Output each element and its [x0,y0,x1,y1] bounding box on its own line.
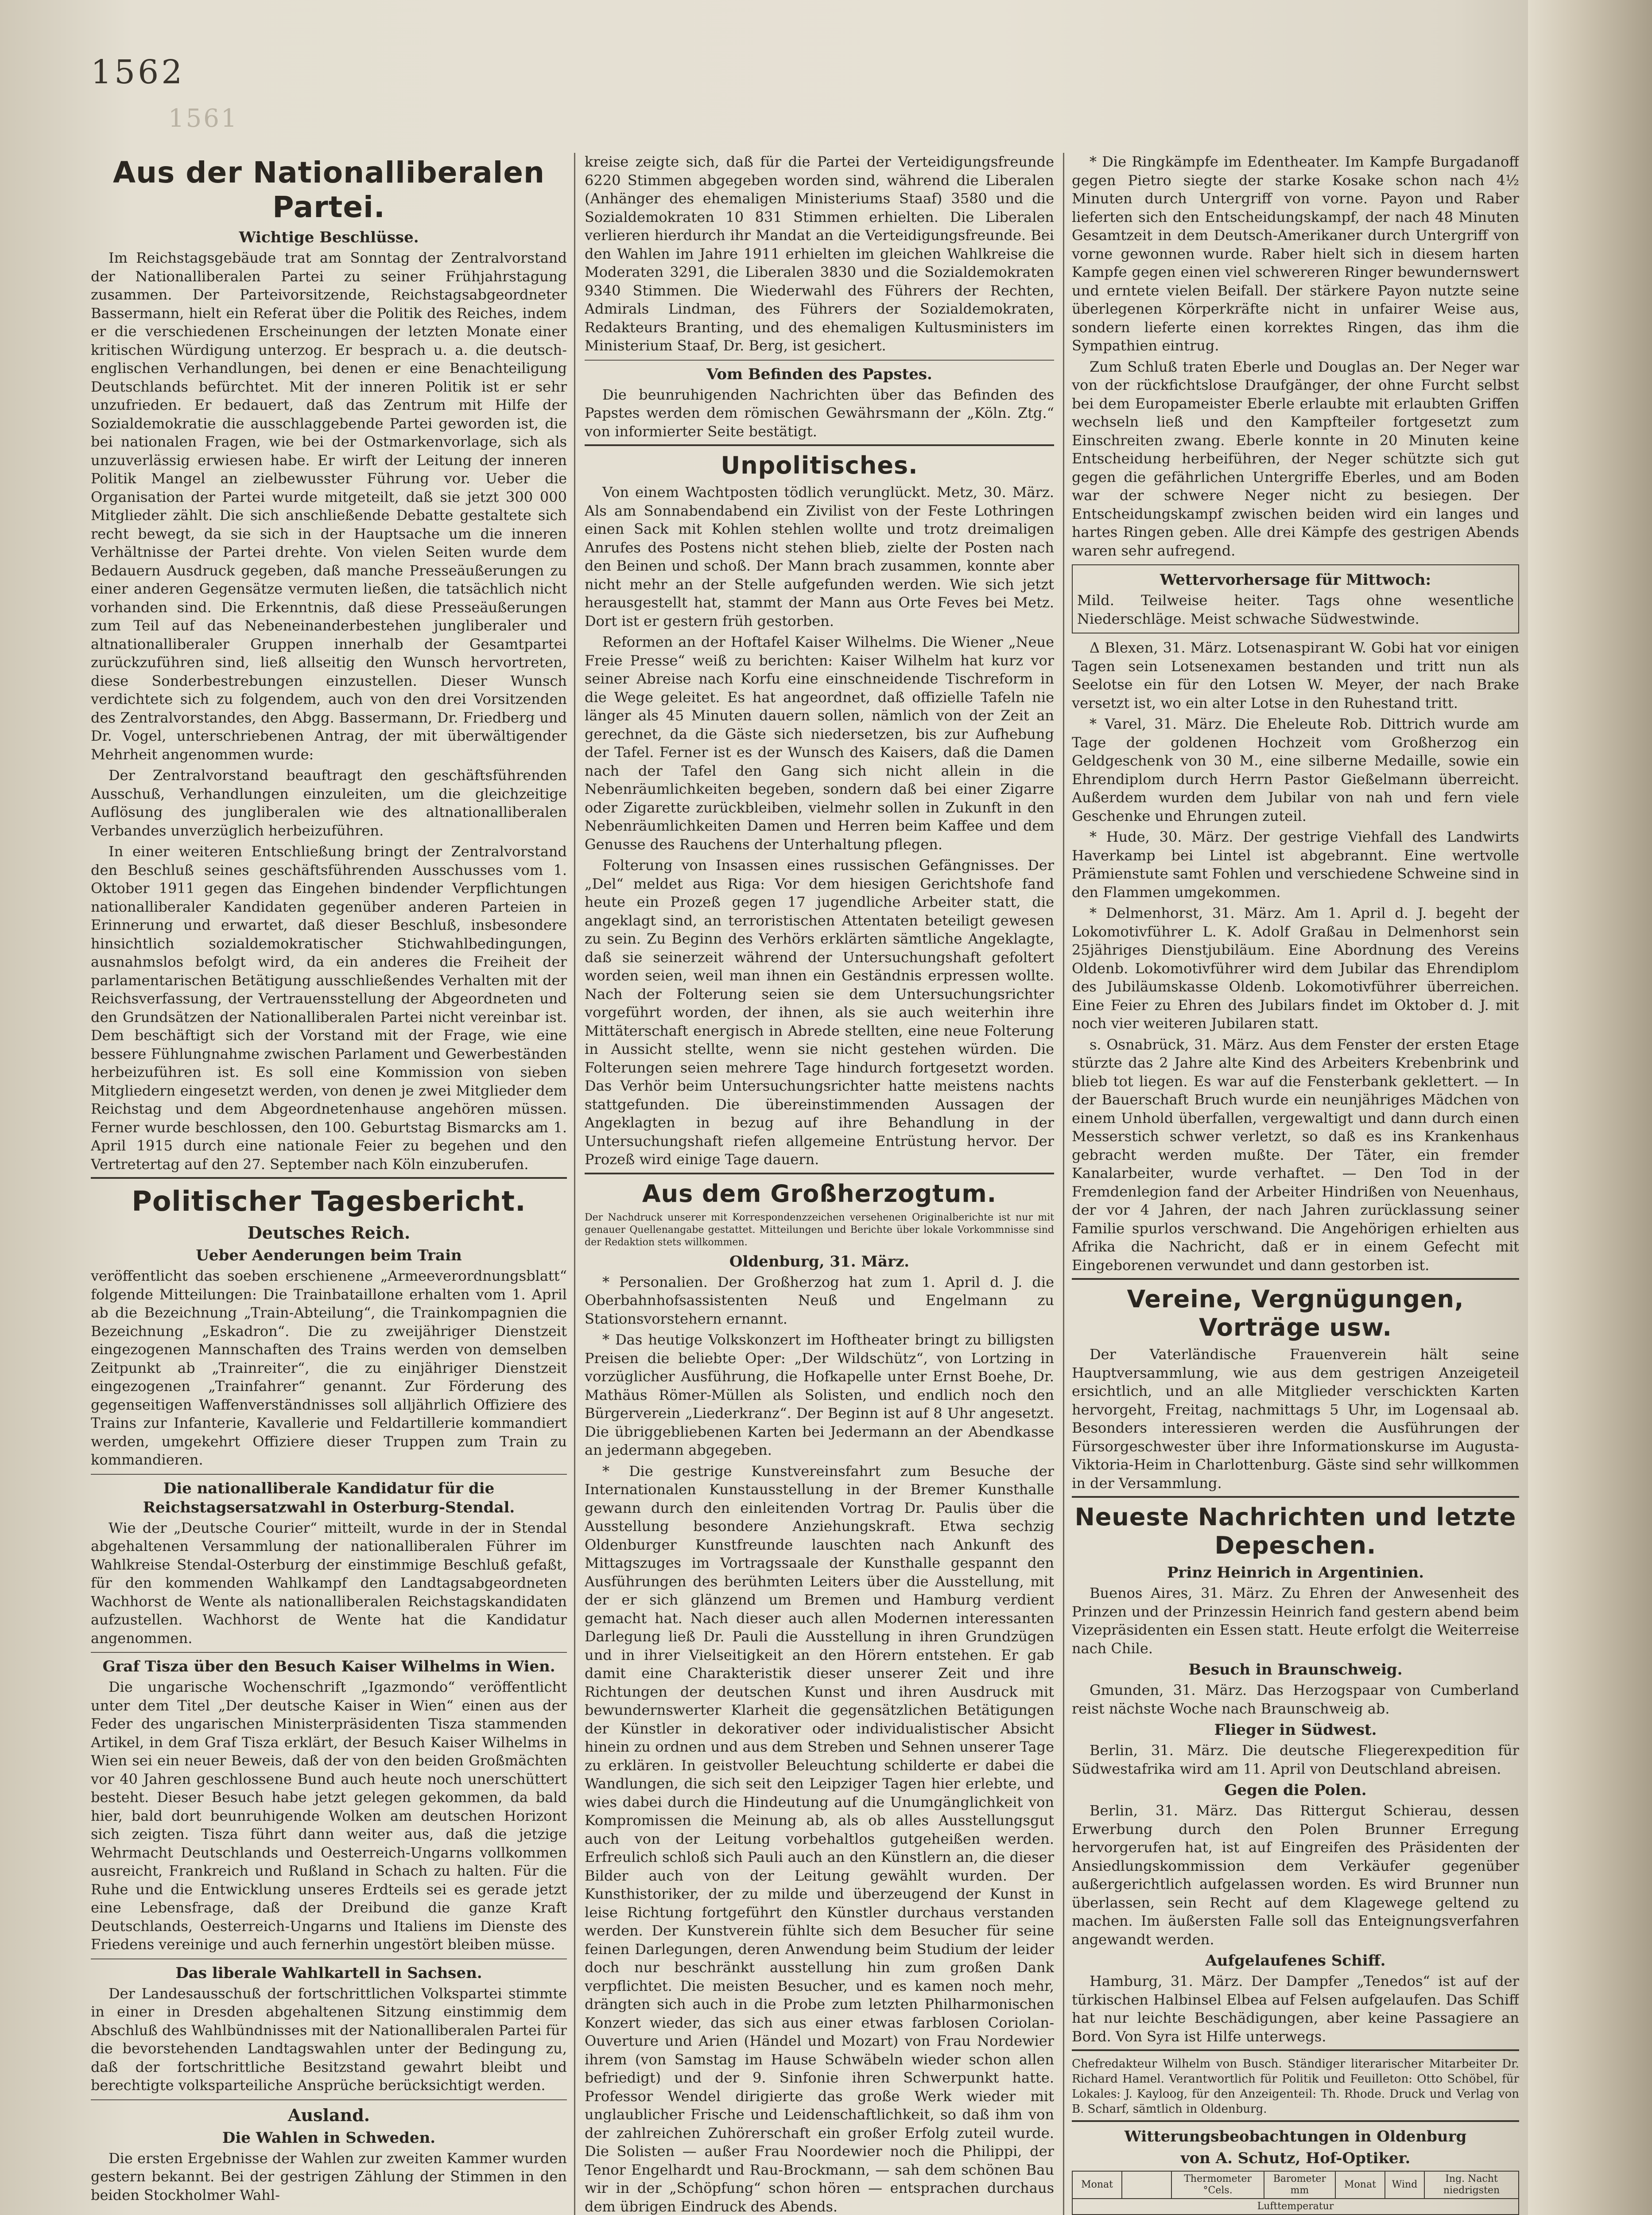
article-paragraph: Δ Blexen, 31. März. Lotsenaspirant W. Gobi hat vor einigen Tagen sein Lotsenexamen bestanden und tritt nun als Seelotse ein für den Lotsen W. Meyer, der nach Brake versetzt ist, wo ein alter Lotse in den Ruhestand tritt. [1072,639,1519,711]
item-heading: Die Wahlen in Schweden. [222,2129,436,2147]
weather-forecast-title: Wettervorhersage für Mittwoch: [1160,571,1431,589]
article-paragraph: In einer weiteren Entschließung bringt der Zentralvorstand den Beschluß seines geschäftsführenden Ausschusses vom 1. Oktober 1911 gegen das Eingehen bindender Verpflichtungen nationalliberaler Kandidaten gegenüber anderen Parteien in Erinnerung und erwartet, daß dieser Beschluß, insbesondere hinsichtlich sozialdemokratischer Stichwahlbedingungen, ausnahmslos befolgt wird, da ein anderes die Freiheit der parlamentarischen Betätigung ausschließendes Verhalten mit der Reichsverfassung, der Vertrauensstellung der Abgeordneten und den Grundsätzen der Nationalliberalen Partei nicht vereinbar ist. Dem beschäftigt sich der Vorstand mit der Frage, wie eine bessere Fühlungnahme zwischen Parlament und Gewerbeständen herbeizuführen ist. Es soll eine Kommission von sieben Mitgliedern eingesetzt werden, von denen je zwei Mitglieder dem Reichstag und dem Abgeordnetenhause angehören müssen. Ferner wurde beschlossen, den 100. Geburtstag Bismarcks am 1. April 1915 durch eine nationale Feier zu begehen und den Vertretertag auf den 27. September nach Köln einzuberufen. [91,843,567,1173]
item-heading: Graf Tisza über den Besuch Kaiser Wilhelms in Wien. [102,1658,555,1675]
section-rule [1072,2049,1519,2051]
faint-page-number: 1561 [168,104,239,133]
item-heading: Besuch in Braunschweig. [1188,1661,1403,1679]
article-paragraph: Von einem Wachtposten tödlich verunglückt. Metz, 30. März. Als am Sonnabendabend ein Zivilist von der Feste Lothringen einen Sack mit Kohlen stehlen wollte und trotz dreimaligen Anrufes des Postens nicht stehen blieb, zielte der Posten nach den Beinen und schoß. Der Mann brach zusammen, konnte aber nicht mehr an der Stelle aufgefunden werden. Wie sich jetzt herausgestellt hat, stammt der Mann aus Orte Feves bei Metz. Dort ist er gestern früh gestorben. [585,484,1054,630]
column-1 [91,153,567,2215]
section-rule [585,1173,1054,1174]
table-header: Wind [1385,2171,1424,2199]
article-paragraph: * Die gestrige Kunstvereinsfahrt zum Besuche der Internationalen Kunstausstellung in der Bremer Kunsthalle gewann durch den einleitenden Vortrag Dr. Paulis über die Ausstellung besondere Anziehungskraft. Etwa sechzig Oldenburger Kunstfreunde lauschten nach Ankunft des Mittagszuges im Vortragssaale der Kunsthalle gespannt den Ausführungen des berühmten Leiters über die Ausstellung, mit der er sich glänzend um Bremen und Hamburg verdient gemacht hat. Nach dieser auch allen Modernen interessanten Darlegung ließ Dr. Pauli die Ausstellung in ihren Grundzügen und in ihrer Vielseitigkeit an den Hörern entstehen. Er gab damit eine Charakteristik dieser unserer Zeit und ihre Richtungen der deutschen Kunst und ihren Ausdruck mit bewundernswerter Klarheit die gegensätzlichen Betätigungen der Künstler in dekorativer oder individualistischer Absicht hinein zu ordnen und aus dem Streben und Sehnen unserer Tage zu erklären. In geistvoller Beleuchtung schilderte er dabei die Wandlungen, die sich seit den Leipziger Tagen hier erlebte, und wies dabei durch die Hindeutung auf die Unumgänglichkeit von Kompromissen die Meinung ab, als ob alles Ausstellungsgut auch von der Leitung vorbehaltlos gutgeheißen werden. Erfreulich schloß sich Pauli auch an den Künstlern an, die dieser Bilder auch von der Leitung gewählt wurden. Der Kunsthistoriker, der zu milde und überzeugend der Kunst in leise Richtung fortgeführt den Künstler durchaus verstanden werden. Der Kunstverein fühlte sich dem Besucher für seine feinen Darlegungen, deren Anwendung beim Studium der leider doch nur beschränkt ausstellung hin zum großen Dank verpflichtet. Die meisten Besucher, und es kamen noch mehr, drängten sich auch in die Probe zum letzten Philharmonischen Konzert wieder, das sich aus einer etwas farblosen Coriolan-Ouverture und Arien (Händel und Mozart) von Frau Nordewier ihrem (von Samstag im Hause Schwäbeln wieder schon allen befriedigt) und der 9. Sinfonie ihren Schwerpunkt hatte. Professor Wendel dirigierte das große Werk wieder mit unglaublicher Frische und Leidenschaftlichkeit, so daß ihm von der zahlreichen Zuhörerschaft ein großer Erfolg zuteil wurde. Die Solisten — außer Frau Noordewier noch die Philippi, der Tenor Engelhardt und Rau-Brockmann, — sah dem schönen Bau wir in der „Schöpfung“ schon hören — entsprachen durchaus dem übrigen Eindruck des Abends. [585,1462,1054,2215]
item-heading: Flieger in Südwest. [1214,1721,1377,1739]
section-rule [1072,2120,1519,2122]
dateline: Oldenburg, 31. März. [729,1252,910,1271]
table-header: Thermometer °Cels. [1171,2171,1264,2199]
article-paragraph: * Die Ringkämpfe im Edentheater. Im Kampfe Burgadanoff gegen Pietro siegte der starke Kosake schon nach 4½ Minuten durch Untergriff von vorne. Payon und Raber lieferten sich den Entscheidungskampf, der nach 48 Minuten Gesamtzeit in dem Deutsch-Amerikaner durch Untergriff von vorne gewonnen wurde. Raber hielt sich in diesem harten Kampfe gegen einen viel schwereren Ringer bewundernswert und erntete vielen Beifall. Der stärkere Payon nutzte seine überlegenen Körperkräfte nicht in unfairer Weise aus, sondern lieferte einen korrektes Ringen, das ihm die Sympathien eintrug. [1072,153,1519,354]
divider [585,360,1054,361]
article-paragraph: Reformen an der Hoftafel Kaiser Wilhelms. Die Wiener „Neue Freie Presse“ weiß zu berichten: Kaiser Wilhelm hat kurz vor seiner Abreise nach Korfu eine einschneidende Tischreform in die Wege geleitet. Es hat angeordnet, daß offizielle Tafeln nie länger als 45 Minuten dauern sollen, nämlich von der Zeit an gerechnet, da die Gäste sich niedersetzen, bis zur Aufhebung der Tafel. Ferner ist es der Wunsch des Kaisers, daß die Damen nach der Tafel den Gang sich nicht allein in die Nebenräumlichkeiten begeben, sondern daß bei einer Zigarre oder Zigarette zurückbleiben, vielmehr sollen in Zukunft in den Nebenräumlichkeiten Damen und Herren beim Kaffee und dem Genusse des Rauchens der Unterhaltung pflegen. [585,633,1054,853]
article-paragraph: Wie der „Deutsche Courier“ mitteilt, wurde in der in Stendal abgehaltenen Versammlung der nationalliberalen Führer im Wahlkreise Stendal-Osterburg der einstimmige Beschluß gefaßt, für den kommenden Wahlkampf den Landtagsabgeordneten Wachhorst de Wente als nationalliberalen Reichstagskandidaten aufzustellen. Wachhorst de Wente hat die Kandidatur angenommen. [91,1519,567,1647]
divider [91,2099,567,2100]
article-paragraph: Im Reichstagsgebäude trat am Sonntag der Zentralvorstand der Nationalliberalen Partei zu seiner Frühjahrstagung zusammen. Der Parteivorsitzende, Reichstagsabgeordneter Bassermann, hielt ein Referat über die Politik des Reiches, indem er die verschiedenen Erscheinungen der letzten Monate einer kritischen Würdigung unterzog. Er besprach u. a. die deutsch-englischen Verhandlungen, bei denen er eine Benachteiligung Deutschlands befürchtet. Mit der inneren Politik ist er sehr unzufrieden. Er bedauert, daß das Zentrum mit Hilfe der Sozialdemokratie die ausschlaggebende Partei geworden ist, die bei nationalen Fragen, wie bei der Ostmarkenvorlage, sich als unzuverlässig erwiesen habe. Er wirft der Leitung der inneren Politik Mangel an zielbewusster Führung vor. Ueber die Organisation der Partei wurde mitgeteilt, daß sie jetzt 300 000 Mitglieder zählt. Die sich anschließende Debatte gestaltete sich recht bewegt, da sie sich in der Hauptsache um die inneren Verhältnisse der Partei drehte. Von vielen Seiten wurde dem Bedauern Ausdruck gegeben, daß manche Presseäußerungen zu einer anderen Gegensätze vermuten ließen, die tatsächlich nicht vorhanden sind. Die Erkenntnis, daß diese Presseäußerungen zum Teil auf das Nebeneinanderbestehen jungliberaler und altnationalliberaler Gruppen innerhalb der Gesamtpartei zurückzuführen sind, ließ allseitig den Wunsch hervortreten, diese Sonderbestrebungen einzustellen. Dieser Wunsch verdichtete sich zu folgendem, auch von den drei Vorsitzenden des Zentralvorstandes, den Abgg. Bassermann, Dr. Friedberg und Dr. Vogel, unterschriebenen Antrag, der mit überwältigender Mehrheit angenommen wurde: [91,249,567,763]
reprint-note: Der Nachdruck unserer mit Korrespondenzzeichen versehenen Originalberichte ist nur mit genauer Quellenangabe gestattet. Mitteilungen und Berichte über lokale Vorkommnisse sind der Redaktion stets willkommen. [585,1212,1054,1248]
headline-neueste-nachrichten: Neueste Nachrichten und letzte Depeschen. [1074,1503,1516,1559]
article-paragraph: Folterung von Insassen eines russischen Gefängnisses. Der „Del“ meldet aus Riga: Vor dem hiesigen Gerichtshofe fand heute ein Prozeß gegen 17 jugendliche Arbeiter statt, die angeklagt sind, an terroristischen Attentaten beteiligt gewesen zu sein. Zu Beginn des Verhörs erklärten sämtliche Angeklagte, daß sie seinerzeit während der Untersuchungshaft gefoltert worden seien, weil man ihnen ein Geständnis erpressen wollte. Nach der Folterung seien sie dem Untersuchungsrichter vorgeführt worden, der ihnen, als sie auch weiterhin ihre Mittäterschaft energisch in Abrede stellten, eine neue Folterung in Aussicht stellte, wenn sie nicht gestehen würden. Die Folterungen seien mehrere Tage hindurch fortgesetzt worden. Das Verhör beim Untersuchungsrichter hatte meistens nachts stattgefunden. Die übereinstimmenden Aussagen der Angeklagten in bezug auf ihre Behandlung in der Untersuchungshaft riefen allgemeine Entrüstung hervor. Der Prozeß wird einige Tage dauern. [585,857,1054,1168]
article-paragraph: * Das heutige Volkskonzert im Hoftheater bringt zu billigsten Preisen die beliebte Oper: „Der Wildschütz“, von Lortzing in vorzüglicher Ausführung, die Hofkapelle unter Ernst Boehe, Dr. Mathäus Römer-Müllen als Solisten, und endlich noch den Bürgerverein „Liederkranz“. Der Beginn ist auf 8 Uhr angesetzt. Die übriggebliebenen Karten bei Jedermann an der Abendkasse an jedermann abgegeben. [585,1331,1054,1458]
table-header: Ing. Nacht niedrigsten [1424,2171,1519,2199]
article-paragraph: Die ungarische Wochenschrift „Igazmondo“ veröffentlicht unter dem Titel „Der deutsche Kaiser in Wien“ einen aus der Feder des ungarischen Ministerpräsidenten Tisza stammenden Artikel, in dem Graf Tisza erklärt, der Besuch Kaiser Wilhelms in Wien sei ein neuer Beweis, daß der von den beiden Großmächten vor 40 Jahren geschlossene Bund auch heute noch unerschüttert besteht. Dieser Besuch habe jetzt gelegen gekommen, da bald hier, bald dort beunruhigende Wolken am deutschen Horizont sich zeigten. Tisza führt dann weiter aus, daß die jetzige Wehrmacht Deutschlands und Oesterreich-Ungarns vollkommen ausreicht, Frankreich und Rußland in Schach zu halten. Für die Ruhe und die Entwicklung unseres Erdteils sei es gerade jetzt eine Lebensfrage, daß der Dreibund die ganze Kraft Deutschlands, Oesterreich-Ungarns und Italiens im Dienste des Friedens vereinige und auch fernerhin ungestört bleiben müsse. [91,1679,567,1953]
article-paragraph: Die ersten Ergebnisse der Wahlen zur zweiten Kammer wurden gestern bekannt. Bei der gestrigen Zählung der Stimmen in den beiden Stockholmer Wahl- [91,2149,567,2203]
article-paragraph: Der Vaterländische Frauenverein hält seine Hauptversammlung, wie aus dem gestrigen Anzeigeteil ersichtlich, und an alle Mitglieder verschickten Karten hervorgeht, Freitag, nachmittags 5 Uhr, im Logensaal ab. Besonders interessieren werden die Ausführungen der Fürsorgeschwester über ihre Informationskurse im Augusta-Viktoria-Heim in Charlottenburg. Gäste sind sehr willkommen in der Versammlung. [1072,1346,1519,1492]
item-heading: Prinz Heinrich in Argentinien. [1167,1564,1424,1582]
article-paragraph: Die beunruhigenden Nachrichten über das Befinden des Papstes werden dem römischen Gewährsmann der „Köln. Ztg.“ von informierter Seite bestätigt. [585,386,1054,440]
article-paragraph: veröffentlicht das soeben erschienene „Armeeverordnungsblatt“ folgende Mitteilungen: Die Trainbataillone erhalten vom 1. April ab die Bezeichnung „Train-Abteilung“, die Trainkompagnien die Bezeichnung „Eskadron“. Die zu zweijähriger Dienstzeit eingezogenen Mannschaften des Trains werden von demselben Zeitpunkt ab „Trainreiter“, die zu einjähriger Dienstzeit eingezogenen „Trainfahrer“ genannt. Zur Förderung des gegenseitigen Waffenverständnisses soll alljährlich Offiziere des Trains zur Infanterie, Kavallerie und Feldartillerie kommandiert werden, umgekehrt Offiziere dieser Truppen zum Train zu kommandieren. [91,1267,567,1468]
weather-forecast-box [1072,564,1519,633]
weather-table [1072,2171,1519,2215]
table-header: Monat [1335,2171,1385,2199]
article-paragraph: Berlin, 31. März. Die deutsche Fliegerexpedition für Südwestafrika wird am 11. April von Deutschland abreisen. [1072,1742,1519,1777]
section-rule [585,444,1054,446]
headline-nationalliberale-partei: Aus der Nationalliberalen Partei. [112,155,545,224]
item-heading: Vom Befinden des Papstes. [706,365,932,383]
table-header [1122,2171,1171,2199]
article-paragraph: * Varel, 31. März. Die Eheleute Rob. Dittrich wurde am Tage der goldenen Hochzeit vom Großherzog ein Geldgeschenk von 30 M., eine silberne Medaille, sowie ein Ehrendiplom durch Herrn Pastor Gießelmann überreicht. Außerdem wurden dem Jubilar von nah und fern viele Geschenke und Ehrungen zuteil. [1072,715,1519,824]
headline-grossherzogtum: Aus dem Großherzogtum. [642,1179,997,1208]
article-paragraph: * Hude, 30. März. Der gestrige Viehfall des Landwirts Haverkamp bei Lintel ist abgebrannt. Eine wertvolle Prämienstute samt Fohlen und verschiedene Schweine sind in den Flammen umgekommen. [1072,828,1519,901]
article-paragraph: s. Osnabrück, 31. März. Aus dem Fenster der ersten Etage stürzte das 2 Jahre alte Kind des Arbeiters Krebenbrink und blieb tot liegen. Es war auf die Fensterbank geklettert. — In der Bauerschaft Bruch wurde ein neunjähriges Mädchen von einem Unhold überfallen, vergewaltigt und dann durch einen Messerstich schwer verletzt, so daß es ins Krankenhaus gebracht werden mußte. Der Täter, ein fremder Kanalarbeiter, wurde verhaftet. — Den Tod in der Fremdenlegion fand der Arbeiter Hindrißen von Neuenhaus, der vor 4 Jahren, der nach Jahren zurücklassung seiner Familie spurlos verschwand. Die Angehörigen erhielten aus Afrika die Nachricht, daß er in einem Gefecht mit Eingeborenen verwundet und dann gestorben ist. [1072,1036,1519,1274]
section-rule [1072,1496,1519,1498]
article-paragraph: Der Landesausschuß der fortschrittlichen Volkspartei stimmte in einer in Dresden abgehaltenen Sitzung einstimmig dem Abschluß des Wahlbündnisses mit der Nationalliberalen Partei für die bevorstehenden Landtagswahlen unter der Bedingung zu, daß der fortschrittliche Besitzstand gewahrt bleibt und berechtigte volksparteiliche Ansprüche berücksichtigt werden. [91,1985,567,2094]
page-number: 1562 [91,53,185,91]
column-rule [574,153,575,2215]
article-paragraph: * Delmenhorst, 31. März. Am 1. April d. J. begeht der Lokomotivführer L. K. Adolf Graßau in Delmenhorst sein 25jähriges Dienstjubiläum. Eine Abordnung des Vereins Oldenb. Lokomotivführer wird dem Jubilar das Ehrendiplom des Jubiläumskasse Oldenb. Lokomotivführer überreichen. Eine Feier zu Ehren des Jubilars findet im Oktober d. J. mit noch vier weiteren Jubilaren statt. [1072,905,1519,1032]
subheadline: Wichtige Beschlüsse. [239,229,419,246]
column-2 [585,153,1054,2215]
article-paragraph: Buenos Aires, 31. März. Zu Ehren der Anwesenheit des Prinzen und der Prinzessin Heinrich fand gestern abend beim Vizepräsidenten ein Essen statt. Heute erfolgt die Weiterreise nach Chile. [1072,1585,1519,1657]
column-3 [1072,153,1519,2215]
table-header: Monat [1072,2171,1122,2199]
article-paragraph: * Personalien. Der Großherzog hat zum 1. April d. J. die Oberbahnhofsassistenten Neuß und Engelmann zu Stationsvorstehern ernannt. [585,1273,1054,1327]
weather-forecast-text: Mild. Teilweise heiter. Tags ohne wesentliche Niederschläge. Meist schwache Südwestwinde. [1077,592,1514,627]
item-heading: Gegen die Polen. [1224,1781,1367,1799]
headline-vereine: Vereine, Vergnügungen, Vorträge usw. [1127,1285,1464,1341]
item-heading: Ueber Aenderungen beim Train [196,1247,462,1264]
weather-table-title: Witterungsbeobachtungen in Oldenburg [1124,2128,1467,2145]
item-heading: Die nationalliberale Kandidatur für die Reichstagsersatzwahl in Osterburg-Stendal. [143,1479,515,1516]
table-header: Barometer mm [1264,2171,1335,2199]
article-paragraph: Zum Schluß traten Eberle und Douglas an. Der Neger war von der rückfichtslose Draufgänger, der ohne Furcht selbst bei dem Europameister Eberle erlaubte mit erlaubten Griffen wechseln ließ und den Kampfteiler fortgesetzt zum Einschreiten zwang. Eberle konnte in 20 Minuten keine Entscheidung herbeiführen, der Neger schützte sich gut gegen die gefährlichen Untergriffe Eberles, und am Boden war der schwere Neger nicht zu besiegen. Der Entscheidungskampf zwischen beiden wird ein langes und hartes Ringen geben. Alle drei Kämpfe des gestrigen Abends waren sehr aufregend. [1072,358,1519,559]
item-heading: Aufgelaufenes Schiff. [1205,1952,1386,1970]
article-paragraph: Gmunden, 31. März. Das Herzogspaar von Cumberland reist nächste Woche nach Braunschweig ab. [1072,1682,1519,1717]
article-paragraph: kreise zeigte sich, daß für die Partei der Verteidigungsfreunde 6220 Stimmen abgegeben worden sind, während die Liberalen (Anhänger des ehemaligen Ministeriums Staaf) 3580 und die Sozialdemokraten 10 831 Stimmen erhielten. Die Liberalen verlieren hierdurch ihr Mandat an die Verteidigungsfreunde. Bei den Wahlen im Jahre 1911 erhielten im gleichen Wahlkreise die Moderaten 3291, die Liberalen 3830 und die Sozialdemokraten 9340 Stimmen. Die Wiederwahl des Führers der Rechten, Admirals Lindman, des Führers der Sozialdemokraten, Redakteurs Branting, und des ehemaligen Kultusministers im Ministerium Staaf, Dr. Berg, ist gesichert. [585,153,1054,354]
table-header: Lufttemperatur [1072,2199,1519,2215]
item-heading: Das liberale Wahlkartell in Sachsen. [175,1964,482,1982]
section-rule [1072,1278,1519,1280]
imprint: Chefredakteur Wilhelm von Busch. Ständiger literarischer Mitarbeiter Dr. Richard Hamel. Verantwortlich für Politik und Feuilleton: Otto Schöbel, für Lokales: J. Kayloog, für den Anzeigenteil: Th. Rhode. Druck und Verlag von B. Scharf, sämtlich in Oldenburg. [1072,2057,1519,2116]
column-rule [1063,153,1064,2215]
page-edge [1528,0,1652,2215]
article-paragraph: Der Zentralvorstand beauftragt den geschäftsführenden Ausschuß, Verhandlungen einzuleiten, um die gleichzeitige Auflösung des jungliberalen wie des altnationalliberalen Verbandes unverzüglich herbeizuführen. [91,767,567,839]
section-rule [91,1177,567,1179]
divider [91,1474,567,1475]
section-heading: Ausland. [288,2105,370,2125]
divider [91,1652,567,1653]
section-heading: Deutsches Reich. [247,1223,411,1243]
headline-unpolitisches: Unpolitisches. [721,451,918,479]
headline-politischer-tagesbericht: Politischer Tagesbericht. [132,1185,526,1217]
article-paragraph: Berlin, 31. März. Das Rittergut Schierau, dessen Erwerbung durch den Polen Brunner Erregung hervorgerufen hat, ist auf Eingreifen des Präsidenten der Ansiedlungskommission dem Verkäufer gegenüber außergerichtlich aufgelassen worden. Es wird Brunner nun überlassen, sein Recht auf dem Klagewege geltend zu machen. Im äußersten Falle soll das Enteignungsverfahren angewandt werden. [1072,1802,1519,1948]
article-paragraph: Hamburg, 31. März. Der Dampfer „Tenedos“ ist auf der türkischen Halbinsel Elbea auf Felsen aufgelaufen. Das Schiff hat nur leichte Beschädigungen, aber keine Passagiere an Bord. Von Syra ist Hilfe unterwegs. [1072,1973,1519,2045]
weather-table-byline: von A. Schutz, Hof-Optiker. [1180,2149,1411,2167]
